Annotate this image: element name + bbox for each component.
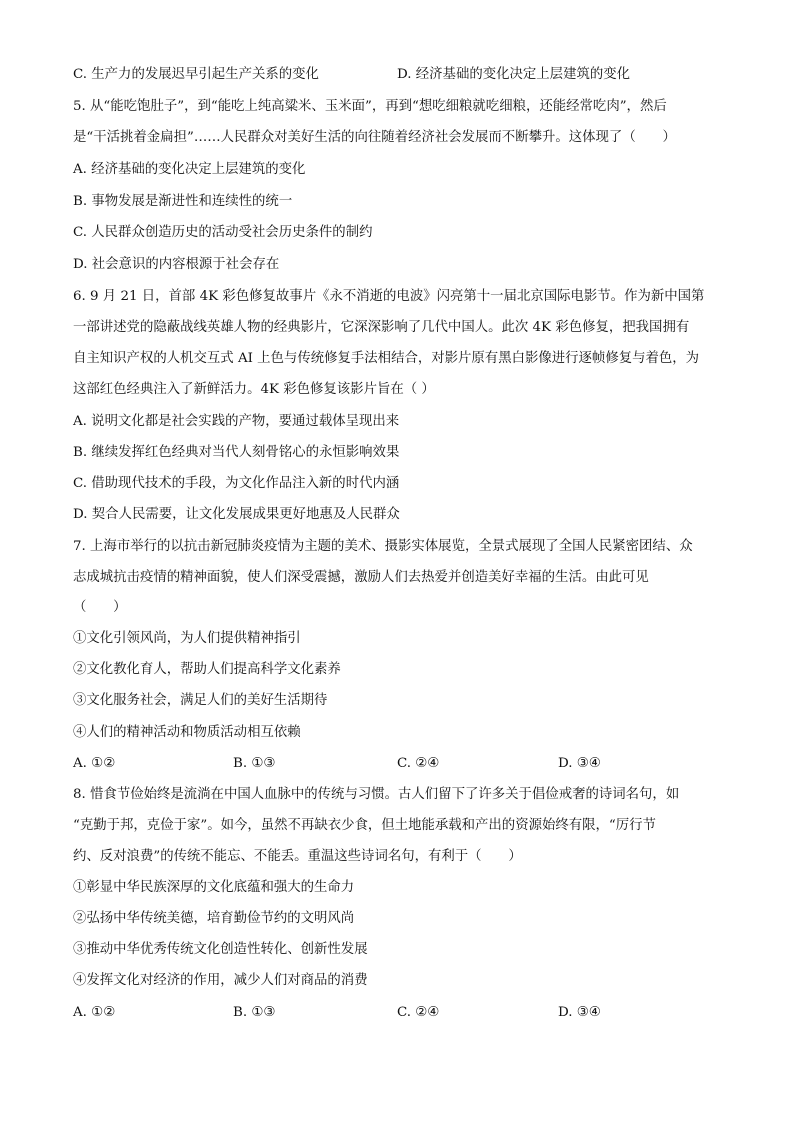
q4-option-d: D. 经济基础的变化决定上层建筑的变化: [397, 67, 631, 82]
q7-statement-4: ④人们的精神活动和物质活动相互依赖: [73, 725, 301, 740]
q6-stem-line-2: 一部讲述党的隐蔽战线英雄人物的经典影片，它深深影响了几代中国人。此次 4K 彩色修复，把我国拥有: [73, 320, 690, 335]
q8-choice-b: B. ①③: [233, 1005, 276, 1020]
q6-stem-line-4: 这部红色经典注入了新鲜活力。4K 彩色修复该影片旨在（ ）: [73, 382, 435, 397]
q5-option-a: A. 经济基础的变化决定上层建筑的变化: [73, 162, 306, 177]
q8-choice-d: D. ③④: [558, 1005, 601, 1020]
q7-statement-2: ②文化教化育人，帮助人们提高科学文化素养: [73, 662, 341, 677]
q8-statement-4: ④发挥文化对经济的作用，减少人们对商品的消费: [73, 973, 368, 988]
q8-choice-c: C. ②④: [397, 1005, 440, 1020]
q5-stem-line-1: 5. 从“能吃饱肚子”，到“能吃上纯高粱米、玉米面”，再到“想吃细粮就吃细粮，还能经常吃肉”，然后: [73, 99, 667, 114]
q7-stem-line-1: 7. 上海市举行的以抗击新冠肺炎疫情为主题的美术、摄影实体展览，全景式展现了全国人民紧密团结、众: [73, 539, 693, 554]
q5-option-b: B. 事物发展是渐进性和连续性的统一: [73, 194, 293, 209]
q6-stem-line-1: 6. 9 月 21 日，首部 4K 彩色修复故事片《永不消逝的电波》闪亮第十一届北京国际电影节。作为新中国第: [73, 289, 705, 304]
q7-statement-3: ③文化服务社会，满足人们的美好生活期待: [73, 693, 328, 708]
q8-statement-2: ②弘扬中华传统美德，培育勤俭节约的文明风尚: [73, 911, 355, 926]
q6-option-b: B. 继续发挥红色经典对当代人刻骨铭心的永恒影响效果: [73, 445, 400, 460]
q7-choice-a: A. ①②: [73, 756, 116, 771]
q8-statement-3: ③推动中华优秀传统文化创造性转化、创新性发展: [73, 942, 368, 957]
q5-option-d: D. 社会意识的内容根源于社会存在: [73, 257, 280, 272]
q6-option-d: D. 契合人民需要，让文化发展成果更好地惠及人民群众: [73, 507, 400, 522]
q7-choice-d: D. ③④: [558, 756, 601, 771]
q5-option-c: C. 人民群众创造历史的活动受社会历史条件的制约: [73, 225, 373, 240]
q7-choice-c: C. ②④: [397, 756, 440, 771]
q8-stem-line-3: 约、反对浪费”的传统不能忘、不能丢。重温这些诗词名句，有利于（ ）: [73, 849, 522, 864]
q8-statement-1: ①彰显中华民族深厚的文化底蕴和强大的生命力: [73, 880, 355, 895]
q8-stem-line-2: “克勤于邦，克俭于家”。如今，虽然不再缺衣少食，但土地能承载和产出的资源始终有限，“厉行节: [73, 818, 656, 833]
q7-choice-b: B. ①③: [233, 756, 276, 771]
q7-stem-line-2: 志成城抗击疫情的精神面貌，使人们深受震撼，激励人们去热爱并创造美好幸福的生活。由此可见: [73, 570, 649, 585]
q6-stem-line-3: 自主知识产权的人机交互式 AI 上色与传统修复手法相结合，对影片原有黑白影像进行逐帧修复与着色，为: [73, 351, 700, 366]
q5-stem-line-2: 是“干活挑着金扁担”……人民群众对美好生活的向往随着经济社会发展而不断攀升。这体现了（ ）: [73, 130, 676, 145]
q4-option-c: C. 生产力的发展迟早引起生产关系的变化: [73, 67, 319, 82]
q7-answer-blank: （ ）: [73, 600, 127, 615]
q8-choice-a: A. ①②: [73, 1005, 116, 1020]
q8-stem-line-1: 8. 惜食节俭始终是流淌在中国人血脉中的传统与习惯。古人们留下了许多关于倡俭戒奢的诗词名句，如: [73, 787, 680, 802]
q6-option-c: C. 借助现代技术的手段，为文化作品注入新的时代内涵: [73, 476, 400, 491]
q7-statement-1: ①文化引领风尚，为人们提供精神指引: [73, 631, 301, 646]
q6-option-a: A. 说明文化都是社会实践的产物，要通过载体呈现出来: [73, 414, 400, 429]
